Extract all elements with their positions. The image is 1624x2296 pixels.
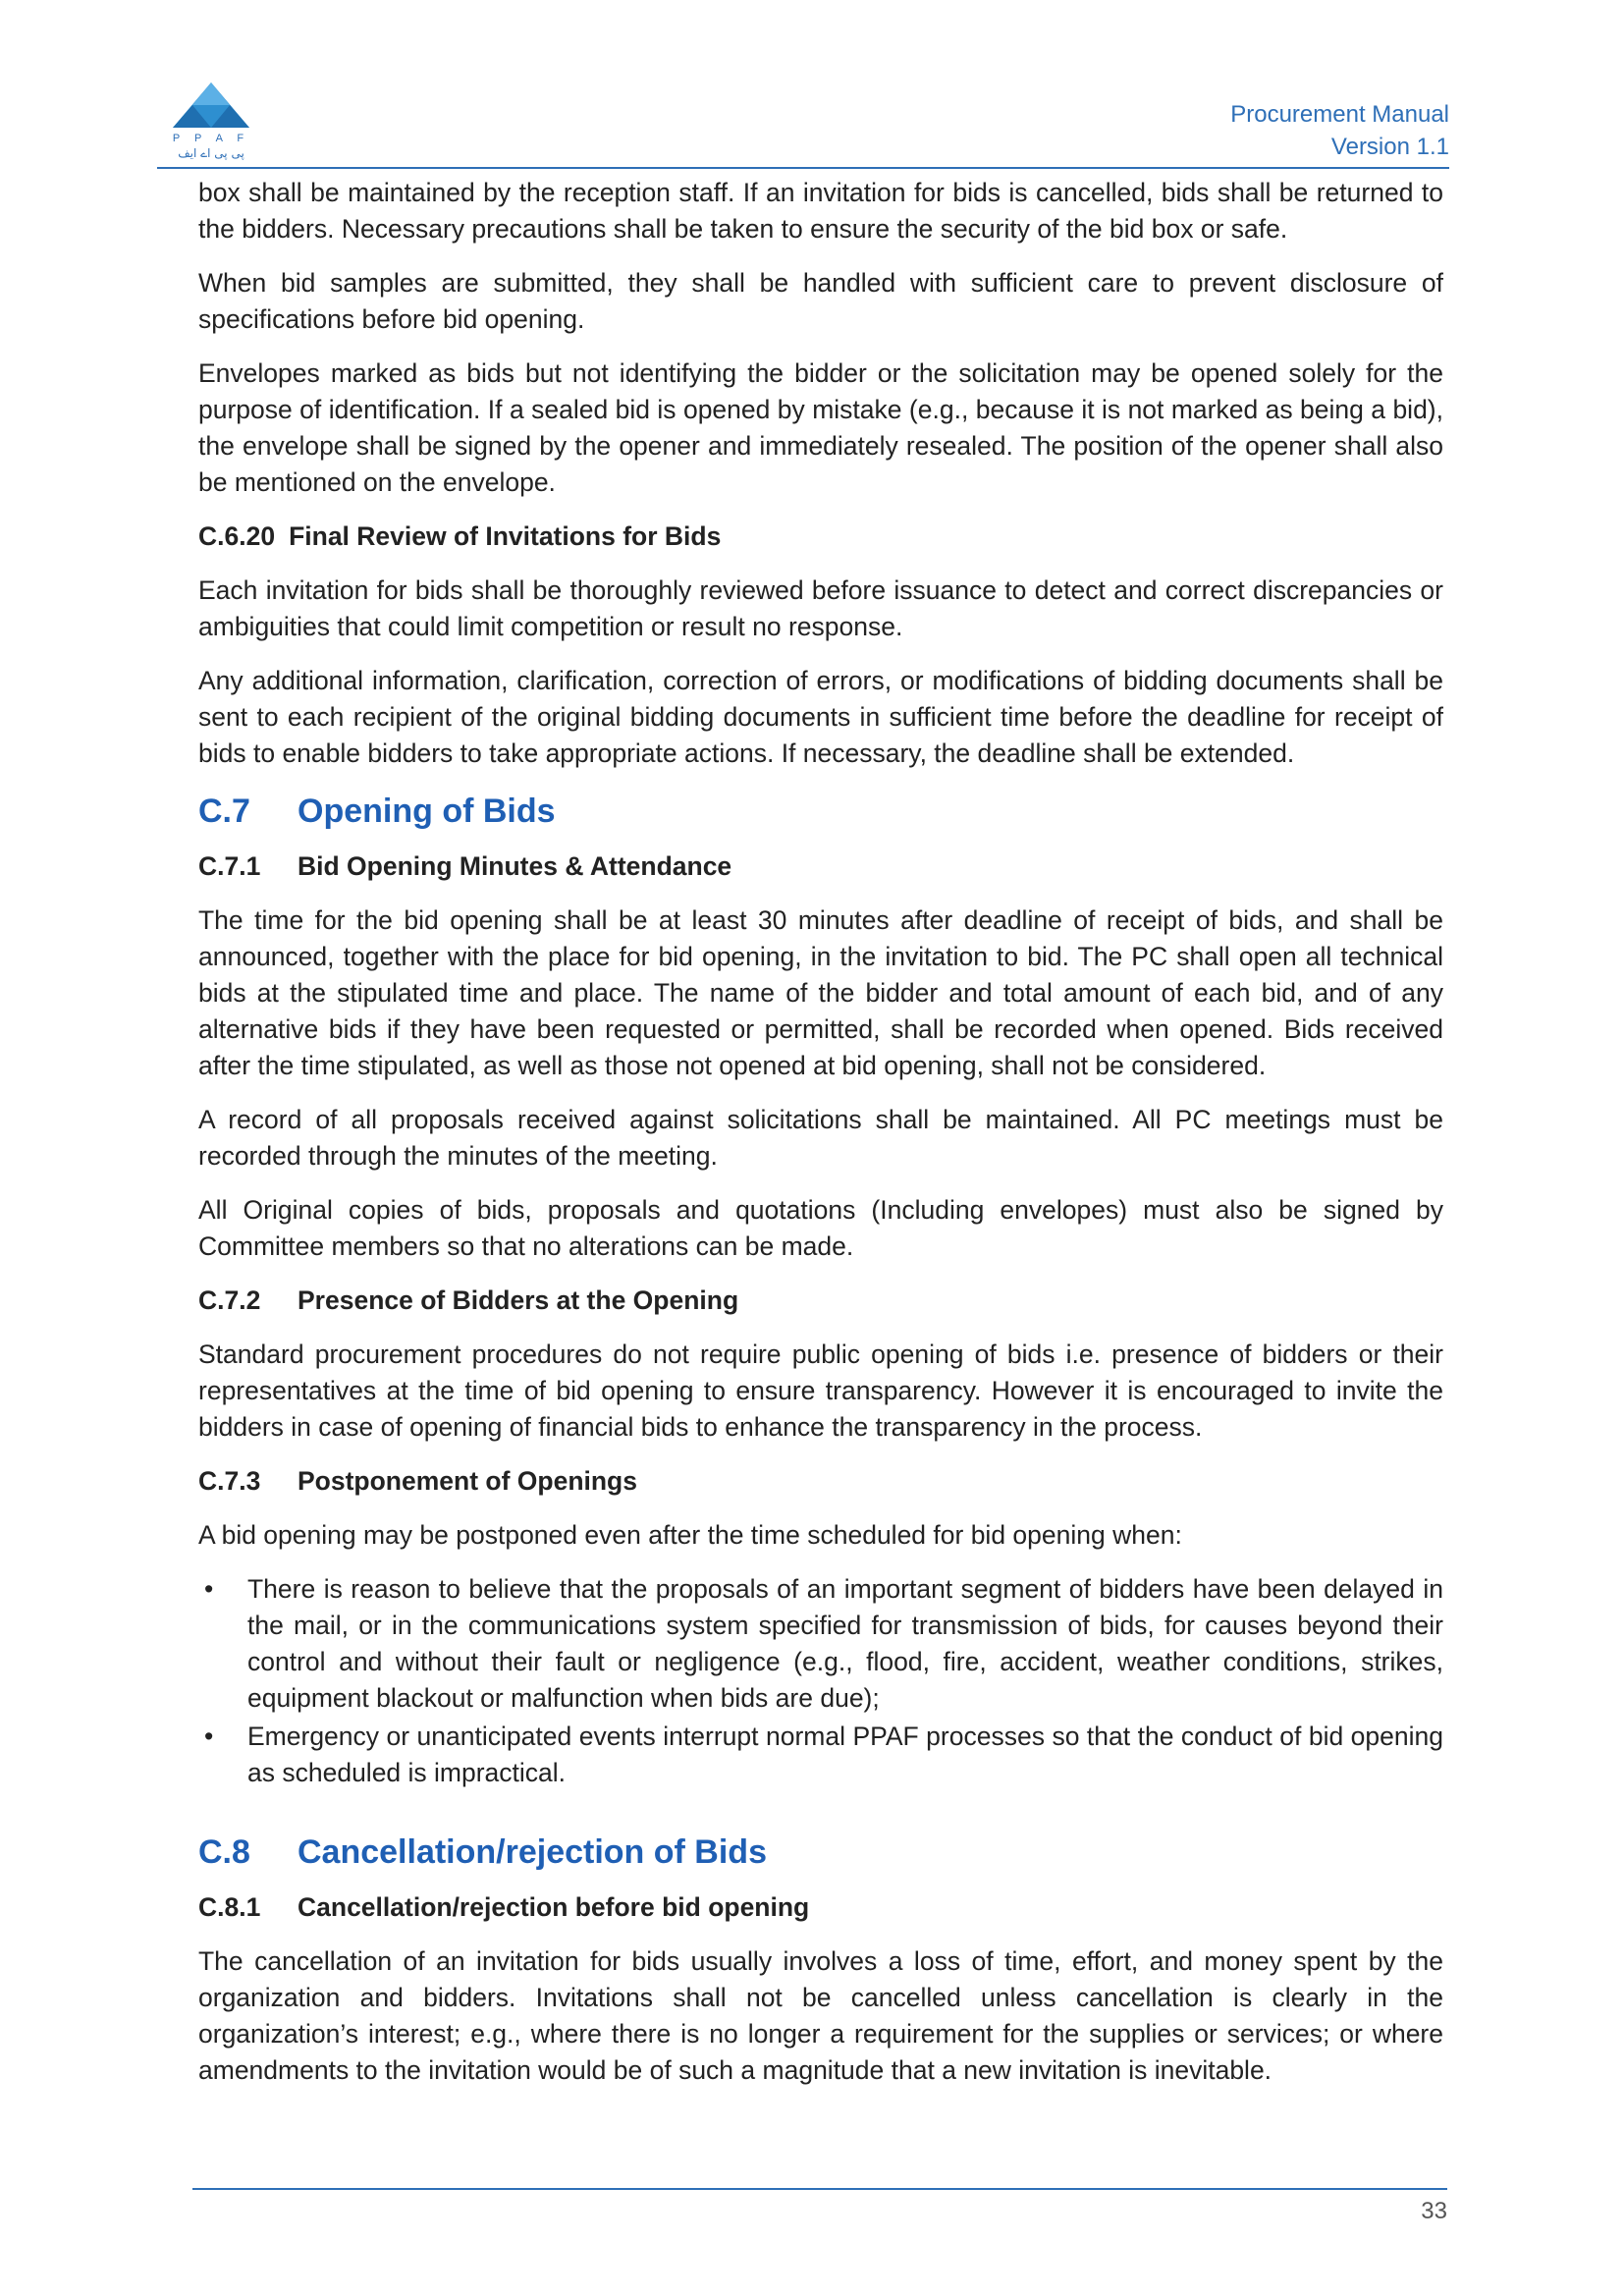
section-number: C.6.20: [198, 521, 276, 551]
ppaf-logo: [167, 81, 255, 161]
header-title-block: [1230, 98, 1449, 163]
page-header: [157, 69, 1449, 169]
section-title: Opening of Bids: [298, 793, 556, 830]
section-heading-c7: [198, 790, 1443, 833]
subsection-heading-c620: [198, 519, 1443, 555]
paragraph: The cancellation of an invitation for bids usually involves a loss of time, effort, and money spent by the organization and bidders. Invitations shall not be cancelled unless cancellation is clearly in the organization’s interest; e.g., where there is no longer a requirement for the supplies or services; or where amendments to the invitation would be of such a magnitude that a new invitation is inevitable.: [198, 1946, 1443, 2085]
paragraph: Standard procurement procedures do not require public opening of bids i.e. presence of bidders or their representatives at the time of bid opening to ensure transparency. However it is encouraged to invite the bidders in case of opening of financial bids to enhance the transparency in the process.: [198, 1339, 1443, 1442]
svg-text:پی پی اے ایف: پی پی اے ایف: [178, 146, 244, 160]
section-number: C.7.3: [198, 1466, 261, 1496]
section-title: Cancellation/rejection of Bids: [298, 1833, 767, 1871]
page-content: [198, 175, 1443, 2106]
subsection-heading-c71: [198, 848, 1443, 885]
subsection-heading-c81: [198, 1889, 1443, 1926]
subsection-heading-c72: [198, 1283, 1443, 1319]
section-number: C.8.1: [198, 1892, 261, 1922]
paragraph: The time for the bid opening shall be at least 30 minutes after deadline of receipt of bids, and shall be announced, together with the place for bid opening, in the invitation to bid. The PC shall open all technical bids at the stipulated time and place. The name of the bidder and total amount of each bid, and of any alternative bids if they have been requested or permitted, shall be recorded when opened. Bids received after the time stipulated, as well as those not opened at bid opening, shall not be considered.: [198, 905, 1443, 1080]
section-title: Postponement of Openings: [298, 1466, 637, 1496]
list-item: [198, 1719, 1443, 1791]
list-item-text: There is reason to believe that the proposals of an important segment of bidders have been delayed in the mail, or in the communications system specified for transmission of bids, for causes beyond their control and without their fault or negligence (e.g., flood, fire, accident, weather conditions, strikes, equipment blackout or malfunction when bids are due);: [247, 1574, 1443, 1713]
footer-divider: [192, 2188, 1447, 2190]
manual-title: Procurement Manual: [1230, 101, 1449, 128]
paragraph: Envelopes marked as bids but not identifying the bidder or the solicitation may be opened solely for the purpose of identification. If a sealed bid is opened by mistake (e.g., because it is not marked as being a bid), the envelope shall be signed by the opener and immediately resealed. The position of the opener shall also be mentioned on the envelope.: [198, 358, 1443, 497]
paragraph: Each invitation for bids shall be thoroughly reviewed before issuance to detect and correct discrepancies or ambiguities that could limit competition or result no response.: [198, 575, 1443, 641]
section-number: C.7: [198, 793, 250, 830]
svg-text:P P A F: P P A F: [172, 133, 250, 144]
bullet-icon: •: [204, 1574, 214, 1604]
paragraph: When bid samples are submitted, they shall be handled with sufficient care to prevent disclosure of specifications before bid opening.: [198, 268, 1443, 334]
paragraph: A bid opening may be postponed even after the time scheduled for bid opening when:: [198, 1520, 1182, 1550]
list-item-text: Emergency or unanticipated events interrupt normal PPAF processes so that the conduct of bid opening as scheduled is impractical.: [247, 1722, 1443, 1787]
list-item: [198, 1571, 1443, 1717]
paragraph: Any additional information, clarification, correction of errors, or modifications of bidding documents shall be sent to each recipient of the original bidding documents in sufficient time before the deadline for receipt of bids to enable bidders to take appropriate actions. If necessary, the deadline shall be extended.: [198, 666, 1443, 768]
manual-version: Version 1.1: [1330, 134, 1449, 160]
section-number: C.8: [198, 1833, 250, 1871]
paragraph: box shall be maintained by the reception staff. If an invitation for bids is cancelled, bids shall be returned to the bidders. Necessary precautions shall be taken to ensure the security of the bid box or safe.: [198, 178, 1443, 244]
paragraph: A record of all proposals received against solicitations shall be maintained. All PC meetings must be recorded through the minutes of the meeting.: [198, 1105, 1443, 1171]
bullet-list: [198, 1571, 1443, 1791]
bullet-icon: •: [204, 1722, 214, 1751]
paragraph: All Original copies of bids, proposals and quotations (Including envelopes) must also be signed by Committee members so that no alterations can be made.: [198, 1195, 1443, 1261]
section-number: C.7.1: [198, 851, 261, 881]
section-title: Presence of Bidders at the Opening: [298, 1285, 739, 1315]
section-title: Final Review of Invitations for Bids: [289, 521, 722, 551]
section-number: C.7.2: [198, 1285, 261, 1315]
section-heading-c8: [198, 1831, 1443, 1874]
section-title: Bid Opening Minutes & Attendance: [298, 851, 732, 881]
subsection-heading-c73: [198, 1463, 1443, 1500]
header-divider: [157, 167, 1449, 169]
page-number: 33: [1421, 2198, 1447, 2224]
section-title: Cancellation/rejection before bid opening: [298, 1892, 810, 1922]
